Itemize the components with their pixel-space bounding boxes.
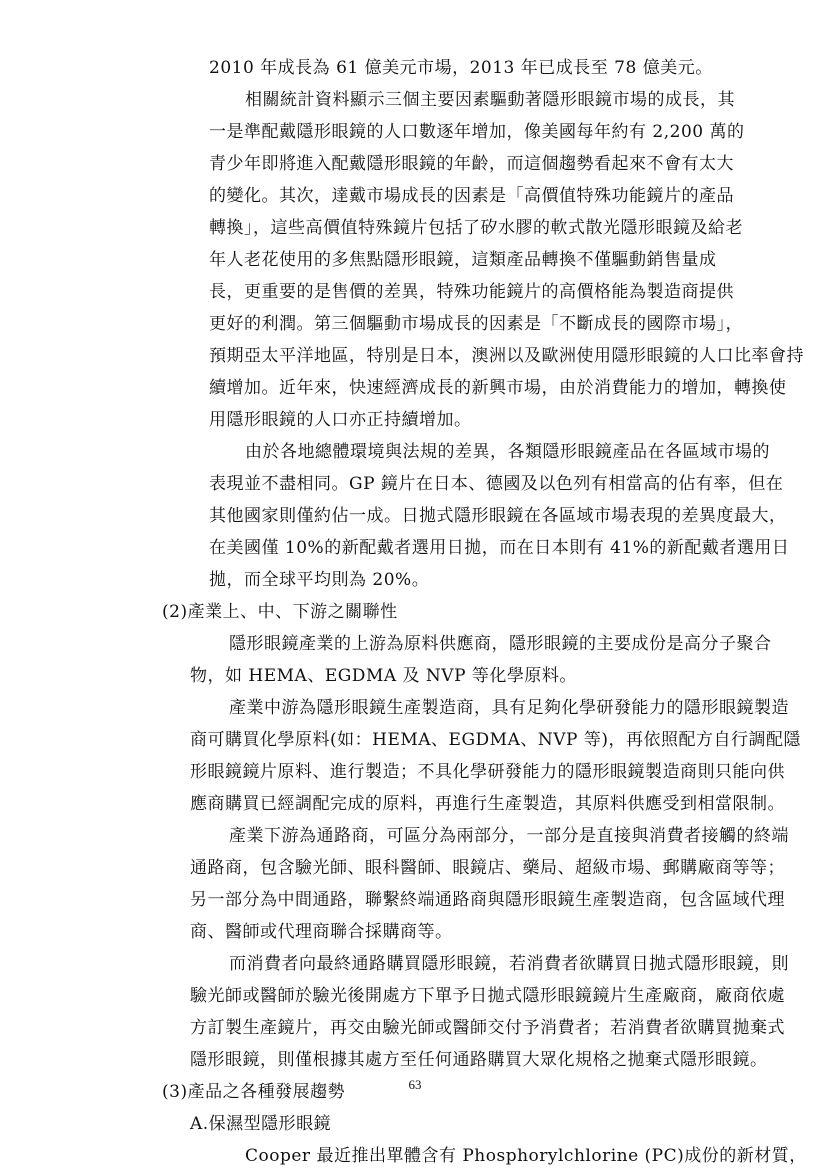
text-line: 商、醫師或代理商聯合採購商等。 <box>190 922 453 942</box>
text-line: 相關統計資料顯示三個主要因素驅動著隱形眼鏡市場的成長，其 <box>245 90 735 110</box>
text-line: 轉換」，這些高價值特殊鏡片包括了矽水膠的軟式散光隱形眼鏡及給老 <box>209 218 743 238</box>
text-line: 青少年即將進入配戴隱形眼鏡的年齡，而這個趨勢看起來不會有太大 <box>209 154 734 174</box>
text-line: 產業中游為隱形眼鏡生產製造商，具有足夠化學研發能力的隱形眼鏡製造 <box>229 698 789 718</box>
text-line: 年人老花使用的多焦點隱形眼鏡，這類產品轉換不僅驅動銷售量成 <box>209 250 717 270</box>
text-line: 長，更重要的是售價的差異，特殊功能鏡片的高價格能為製造商提供 <box>209 282 734 302</box>
text-line: 其他國家則僅約佔一成。日拋式隱形眼鏡在各區域市場表現的差異度最大， <box>209 506 787 526</box>
text-line: 應商購買已經調配完成的原料，再進行生產製造，其原料供應受到相當限制。 <box>190 794 785 814</box>
text-line: 續增加。近年來，快速經濟成長的新興市場，由於消費能力的增加，轉換使 <box>209 378 787 398</box>
section-heading: (2)產業上、中、下游之關聯性 <box>162 602 398 622</box>
text-line: 用隱形眼鏡的人口亦正持續增加。 <box>209 410 472 430</box>
text-line: 方訂製生產鏡片，再交由驗光師或醫師交付予消費者；若消費者欲購買拋棄式 <box>190 1018 785 1038</box>
text-line: 通路商，包含驗光師、眼科醫師、眼鏡店、藥局、超級市場、郵購廠商等等； <box>190 858 785 878</box>
text-line: 隱形眼鏡產業的上游為原料供應商，隱形眼鏡的主要成份是高分子聚合 <box>229 634 772 654</box>
page-number: 63 <box>408 1077 422 1092</box>
text-line: 隱形眼鏡，則僅根據其處方至任何通路購買大眾化規格之拋棄式隱形眼鏡。 <box>190 1050 768 1070</box>
text-line: 驗光師或醫師於驗光後開處方下單予日拋式隱形眼鏡鏡片生產廠商，廠商依處 <box>190 986 785 1006</box>
text-line: 一是準配戴隱形眼鏡的人口數逐年增加，像美國每年約有 2,200 萬的 <box>209 122 745 142</box>
text-line: Cooper 最近推出單體含有 Phosphorylchlorine (PC)成份的新材質， <box>245 1146 807 1166</box>
text-line: 的變化。其次，達戴市場成長的因素是「高價值特殊功能鏡片的產品 <box>209 186 734 206</box>
text-line: 形眼鏡鏡片原料、進行製造；不具化學研發能力的隱形眼鏡製造商則只能向供 <box>190 762 785 782</box>
text-line: 2010 年成長為 61 億美元市場，2013 年已成長至 78 億美元。 <box>209 58 713 78</box>
text-line: 另一部分為中間通路，聯繫終端通路商與隱形眼鏡生產製造商，包含區域代理 <box>190 890 785 910</box>
text-line: 在美國僅 10%的新配戴者選用日拋，而在日本則有 41%的新配戴者選用日 <box>209 538 790 558</box>
text-line: 商可購買化學原料(如：HEMA、EGDMA、NVP 等)，再依照配方自行調配隱 <box>190 730 801 750</box>
section-heading: (3)產品之各種發展趨勢 <box>162 1082 346 1102</box>
text-line: 更好的利潤。第三個驅動市場成長的因素是「不斷成長的國際市場」， <box>209 314 743 334</box>
text-line: 物，如 HEMA、EGDMA 及 NVP 等化學原料。 <box>190 666 577 686</box>
subsection-heading: A.保濕型隱形眼鏡 <box>190 1114 332 1134</box>
text-line: 而消費者向最終通路購買隱形眼鏡，若消費者欲購買日拋式隱形眼鏡，則 <box>229 954 789 974</box>
text-line: 預期亞太平洋地區，特別是日本，澳洲以及歐洲使用隱形眼鏡的人口比率會持 <box>209 346 804 366</box>
text-line: 表現並不盡相同。GP 鏡片在日本、德國及以色列有相當高的佔有率，但在 <box>209 474 784 494</box>
text-line: 由於各地總體環境與法規的差異，各類隱形眼鏡產品在各區域市場的 <box>245 442 770 462</box>
text-line: 拋，而全球平均則為 20%。 <box>209 570 430 590</box>
text-line: 產業下游為通路商，可區分為兩部分，一部分是直接與消費者接觸的終端 <box>229 826 789 846</box>
